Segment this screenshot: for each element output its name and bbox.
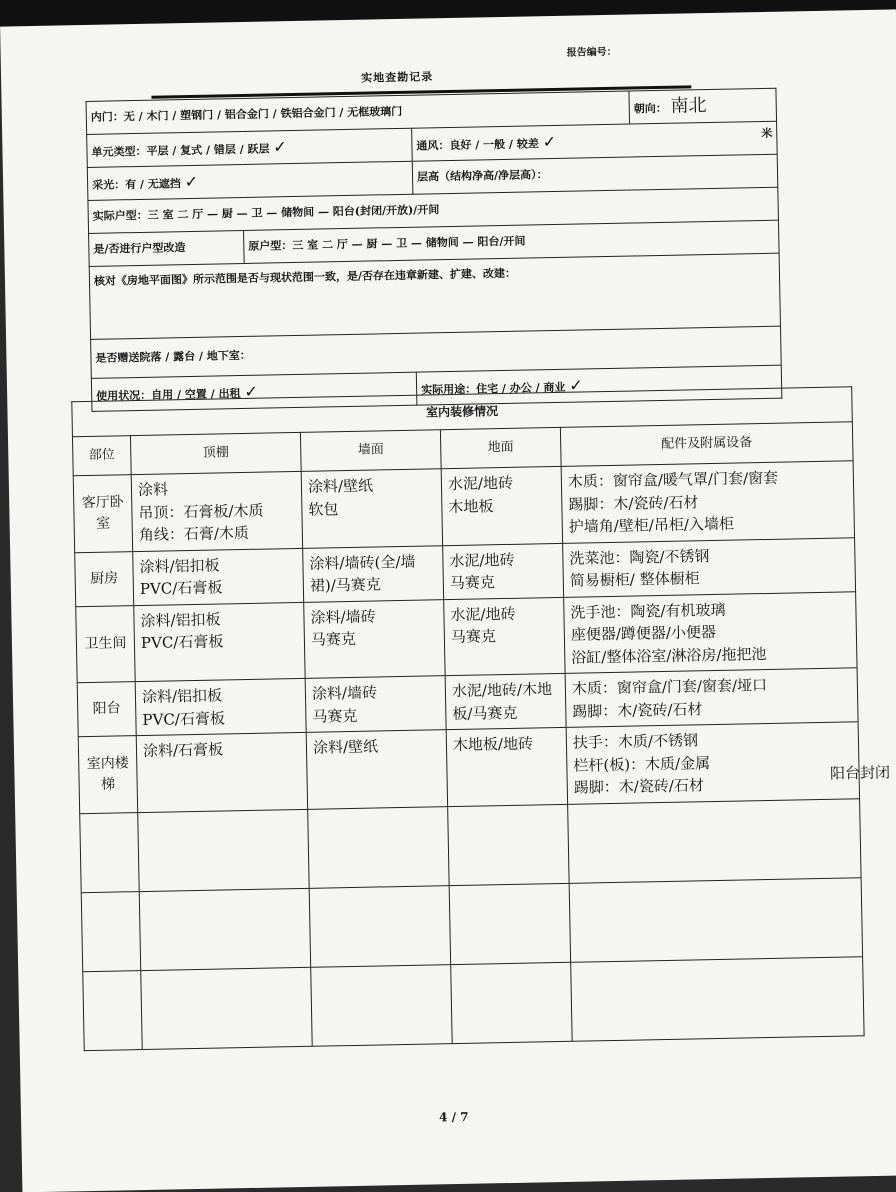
empty-cell (83, 970, 143, 1050)
empty-cell (141, 967, 312, 1049)
original-layout-field: 原户型：三 室 二 厅 — 厨 — 卫 — 储物间 — 阳台/开间 (244, 220, 780, 263)
ceiling-cell: 涂料 吊顶：石膏板/木质 角线：石膏/木质 (131, 471, 302, 551)
orientation-field: 朝向： 南北 (629, 88, 777, 124)
checkmark-icon: ✓ (244, 381, 258, 402)
ventilation-field: 通风：良好 / 一般 / 较差 ✓ 米 (412, 121, 778, 161)
wall-cell: 涂料/墙砖 马赛克 (304, 599, 445, 678)
ceiling-cell: 涂料/铝扣板 PVC/石膏板 (135, 678, 306, 735)
fittings-cell: 洗菜池：陶瓷/不锈钢 简易橱柜/ 整体橱柜 (563, 537, 856, 597)
fittings-cell: 木质：窗帘盒/暖气罩/门套/窗套 踢脚：木/瓷砖/石材 护墙角/壁柜/吊柜/入墙柜 (561, 461, 854, 543)
handwritten-side-note: 阳台封闭 (829, 763, 891, 783)
actual-use-field: 实际用途：住宅 / 办公 / 商业 ✓ (416, 365, 782, 405)
wall-cell: 涂料/墙砖 马赛克 (305, 676, 446, 733)
empty-cell (451, 962, 572, 1043)
floor-cell: 水泥/地砖/木地板/马赛克 (445, 673, 566, 729)
header-ceiling: 顶棚 (130, 432, 301, 474)
wall-cell: 涂料/壁纸 软包 (301, 469, 442, 548)
wall-cell: 涂料/墙砖(全/墙裙)/马赛克 (303, 545, 444, 602)
part-cell: 阳台 (77, 682, 136, 737)
fittings-cell: 洗手池：陶瓷/有机玻璃 座便器/蹲便器/小便器 浴缸/整体浴室/淋浴房/拖把池 (564, 591, 857, 673)
wall-cell: 涂料/壁纸 (306, 730, 447, 809)
report-number-label: 报告编号： (566, 46, 617, 59)
floor-cell: 水泥/地砖 马赛克 (444, 597, 565, 676)
ceiling-cell: 涂料/铝扣板 PVC/石膏板 (133, 548, 304, 605)
document-page (0, 9, 896, 1192)
page-number: 4 / 7 (438, 1109, 469, 1125)
part-cell: 客厅卧室 (73, 475, 132, 553)
checkmark-icon: ✓ (542, 132, 557, 152)
fittings-cell: 扶手：木质/不锈钢 栏杆(板)：木质/金属 踢脚：木/瓷砖/石材 (566, 722, 859, 804)
orientation-handwriting: 南北 (670, 94, 707, 117)
plan-check-field: 核对《房地平面图》所示范围是否与现状范围一致，是/否存在违章新建、扩建、改建： (89, 253, 780, 339)
page-title: 实地查勘记录 (361, 70, 434, 85)
height-field: 层高（结构净高/净层高）： (412, 154, 778, 194)
empty-cell (138, 809, 309, 891)
fittings-cell: 木质：窗帘盒/门套/窗套/垭口 踢脚：木/瓷砖/石材 (565, 668, 858, 728)
header-wall: 墙面 (300, 430, 441, 472)
gift-field: 是否赠送院落 / 露台 / 地下室： (91, 326, 782, 378)
empty-cell (311, 964, 452, 1046)
checkmark-icon: ✓ (569, 375, 583, 395)
decoration-table (71, 386, 864, 1050)
usage-status-field: 使用状况：自用 / 空置 / 出租 ✓ (91, 372, 417, 411)
part-cell: 卫生间 (76, 605, 135, 683)
height-unit: 米 (761, 127, 773, 141)
part-cell: 厨房 (75, 551, 134, 606)
lighting-field: 采光：有 / 无遮挡 ✓ (87, 161, 413, 200)
empty-cell (571, 956, 864, 1041)
empty-cell (568, 798, 861, 883)
empty-cell (569, 877, 862, 962)
floor-cell: 木地板/地砖 (446, 727, 567, 806)
decoration-title: 室内装修情况 (72, 387, 853, 437)
floor-cell: 水泥/地砖 马赛克 (443, 543, 564, 599)
part-cell: 室内楼梯 (78, 736, 137, 814)
header-fittings: 配件及附属设备 (560, 422, 853, 467)
modified-field: 是/否进行户型改造 (89, 230, 245, 266)
empty-cell (139, 888, 310, 970)
checkmark-icon: ✓ (184, 172, 199, 192)
door-field: 内门：无 / 木门 / 塑钢门 / 铝合金门 / 铁铝合金门 / 无框玻璃门 (86, 91, 630, 134)
empty-cell (81, 891, 141, 971)
checkmark-icon: ✓ (273, 137, 287, 157)
actual-layout-field: 实际户型：三 室 二 厅 — 厨 — 卫 — 储物间 — 阳台(封闭/开放)/开间 (88, 187, 779, 233)
header-part: 部位 (72, 436, 131, 476)
empty-cell (449, 883, 570, 964)
empty-cell (308, 806, 449, 888)
empty-cell (309, 885, 450, 967)
ceiling-cell: 涂料/铝扣板 PVC/石膏板 (134, 602, 305, 682)
floor-cell: 水泥/地砖 木地板 (441, 466, 562, 545)
empty-cell (80, 812, 140, 892)
survey-form-table (86, 88, 783, 412)
ceiling-cell: 涂料/石膏板 (136, 732, 307, 812)
header-floor: 地面 (440, 427, 561, 468)
unit-type-field: 单元类型：平层 / 复式 / 错层 / 跃层 ✓ (87, 128, 413, 167)
empty-cell (448, 804, 569, 885)
